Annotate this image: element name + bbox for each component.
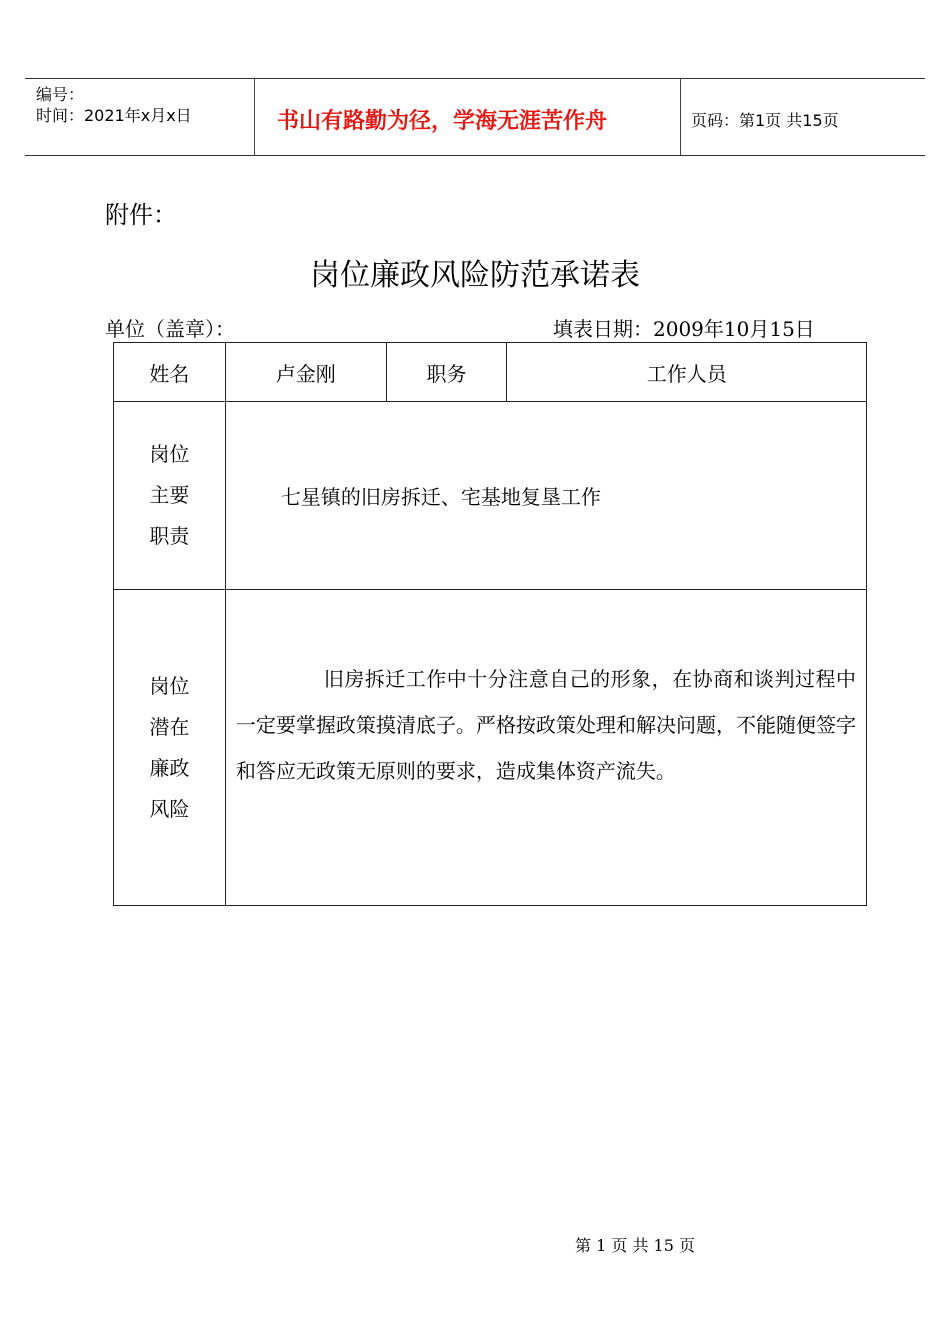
attachment-label: 附件：: [105, 201, 177, 229]
duty-label-line: 职责: [149, 524, 190, 548]
duty-label-line: 主要: [149, 483, 190, 507]
name-label: 姓名: [114, 343, 226, 402]
header-bottom-rule: [25, 155, 925, 156]
position-label: 职务: [386, 343, 507, 402]
unit-label: 单位（盖章）：: [105, 317, 235, 341]
risk-text: 旧房拆迁工作中十分注意自己的形象，在协商和谈判过程中一定要掌握政策摸清底子。严格按政策处理和解决问题，不能随便签字和答应无政策无原则的要求，造成集体资产流失。: [235, 667, 856, 783]
duty-label: [114, 402, 226, 590]
serial-label: 编号：: [36, 85, 85, 104]
header-top-rule: [25, 78, 925, 79]
risk-label-line: 廉政: [149, 755, 190, 780]
commitment-table: [113, 342, 867, 906]
risk-label-line: 潜在: [149, 714, 190, 739]
motto-text: 书山有路勤为径，学海无涯苦作舟: [277, 109, 608, 134]
time-label: 时间：2021年x月x日: [36, 106, 192, 125]
position-value: 工作人员: [507, 343, 867, 402]
table-row: [114, 590, 867, 906]
duty-cell: [225, 402, 866, 590]
footer-page-number: 第 1 页 共 15 页: [575, 1236, 695, 1255]
risk-cell: [225, 590, 866, 906]
name-value: 卢金刚: [225, 343, 386, 402]
duty-label-line: 岗位: [149, 442, 190, 466]
risk-label-line: 岗位: [149, 673, 190, 698]
risk-label-line: 风险: [149, 796, 190, 821]
page-code: 页码：第1页 共15页: [691, 111, 839, 130]
risk-label: [114, 590, 226, 906]
header-divider-left: [254, 78, 255, 155]
table-row: [114, 343, 867, 402]
page-title: 岗位廉政风险防范承诺表: [310, 258, 640, 293]
duty-text: 七星镇的旧房拆迁、宅基地复垦工作: [280, 485, 601, 509]
header-divider-right: [680, 78, 681, 155]
fill-date: 填表日期：2009年10月15日: [553, 317, 815, 341]
table-row: [114, 402, 867, 590]
